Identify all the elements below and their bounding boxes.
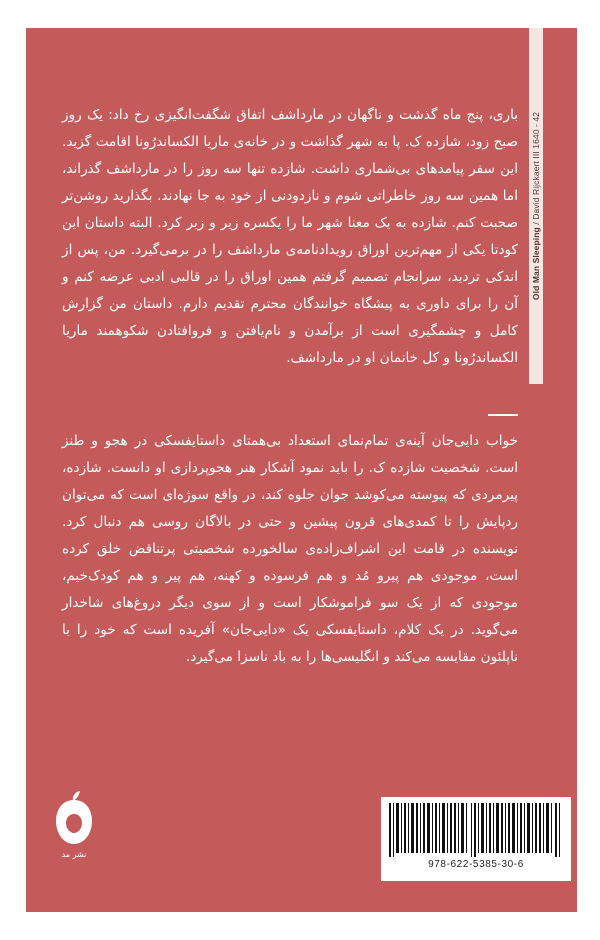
spine-book-title: Old Man Sleeping (531, 227, 541, 301)
back-cover (26, 28, 577, 912)
blurb-paragraph-2: خواب دایی‌جان آینه‌ی تمام‌نمای استعداد بی‌همتای داستایفسکی در هجو و طنز است. شخصیت شازده ک. را باید نمود آشکار هنر هجوپردازی او دانست. شازده، پیرمردی که پیوسته می‌کوشد جوان جلوه کند، در واقع سوژه‌ای است که می‌توان ردپایش را تا کمدی‌های قرون پیشین و حتی در بالاگان روسی هم دنبال کرد. نویسنده در قامت این اشراف‌زاده‌ی سالخورده شخصیتی پرتناقض خلق کرده است، موجودی هم پیرو مُد و هم فرسوده و کهنه، هم پیر و هم کودک‌خیم، موجودی که از یک سو فراموشکار است و از سوی دیگر دروغ‌های شاخدار می‌گوید. در یک کلام، داستایفسکی یک «دایی‌جان» آفریده است که خود را با ناپلئون مقایسه می‌کند و انگلیسی‌ها را به باد ناسزا می‌گیرد. (62, 433, 518, 665)
spine-separator: / (531, 222, 541, 225)
blurb-paragraph-1: باری، پنج ماه گذشت و ناگهان در مارداشف اتفاق شگفت‌انگیزی رخ داد: یک روز صبح زود، شازده ک. پا به شهر گذاشت و در خانه‌ی ماریا الکساندرُونا اقامت گزید. این سفر پیامدهای بی‌شماری داشت. شازده تنها سه روز را در مارداشف گذراند، اما همین سه روز خاطراتی شوم و نازدودنی از خود به جا نهادند. بگذارید روشن‌تر صحبت کنم. شازده به یک معنا شهر ما را یکسره زیر و زبر کرد. البته داستان این کودتا یکی از مهم‌ترین اوراق رویدادنامه‌ی مارداشف را در برمی‌گیرد. من، پس از اندکی تردید، سرانجام تصمیم گرفتم همین اوراق را در قالبی ادبی عرضه کنم و آن را برای داوری به پیشگاه خوانندگان محترم تقدیم دارم. داستان من گزارش کامل و چشمگیری است از برآمدن و نام‌یافتن و فروافتادن شکوهمند ماریا الکساندرُونا و کل خانمان او در مارداشف. (62, 107, 518, 366)
spine-code: 1640 - 42 (531, 111, 541, 149)
spine-author: David Rijckaert (531, 161, 541, 220)
spine-label (531, 112, 541, 300)
barcode (381, 797, 571, 881)
isbn-number: 978-622-5385-30-6 (428, 859, 524, 870)
publisher-name: نشر مد (61, 850, 87, 859)
spine-separator: III (531, 151, 541, 159)
publisher-logo-icon (52, 790, 96, 848)
section-divider (488, 414, 518, 416)
barcode-bars (387, 803, 565, 857)
